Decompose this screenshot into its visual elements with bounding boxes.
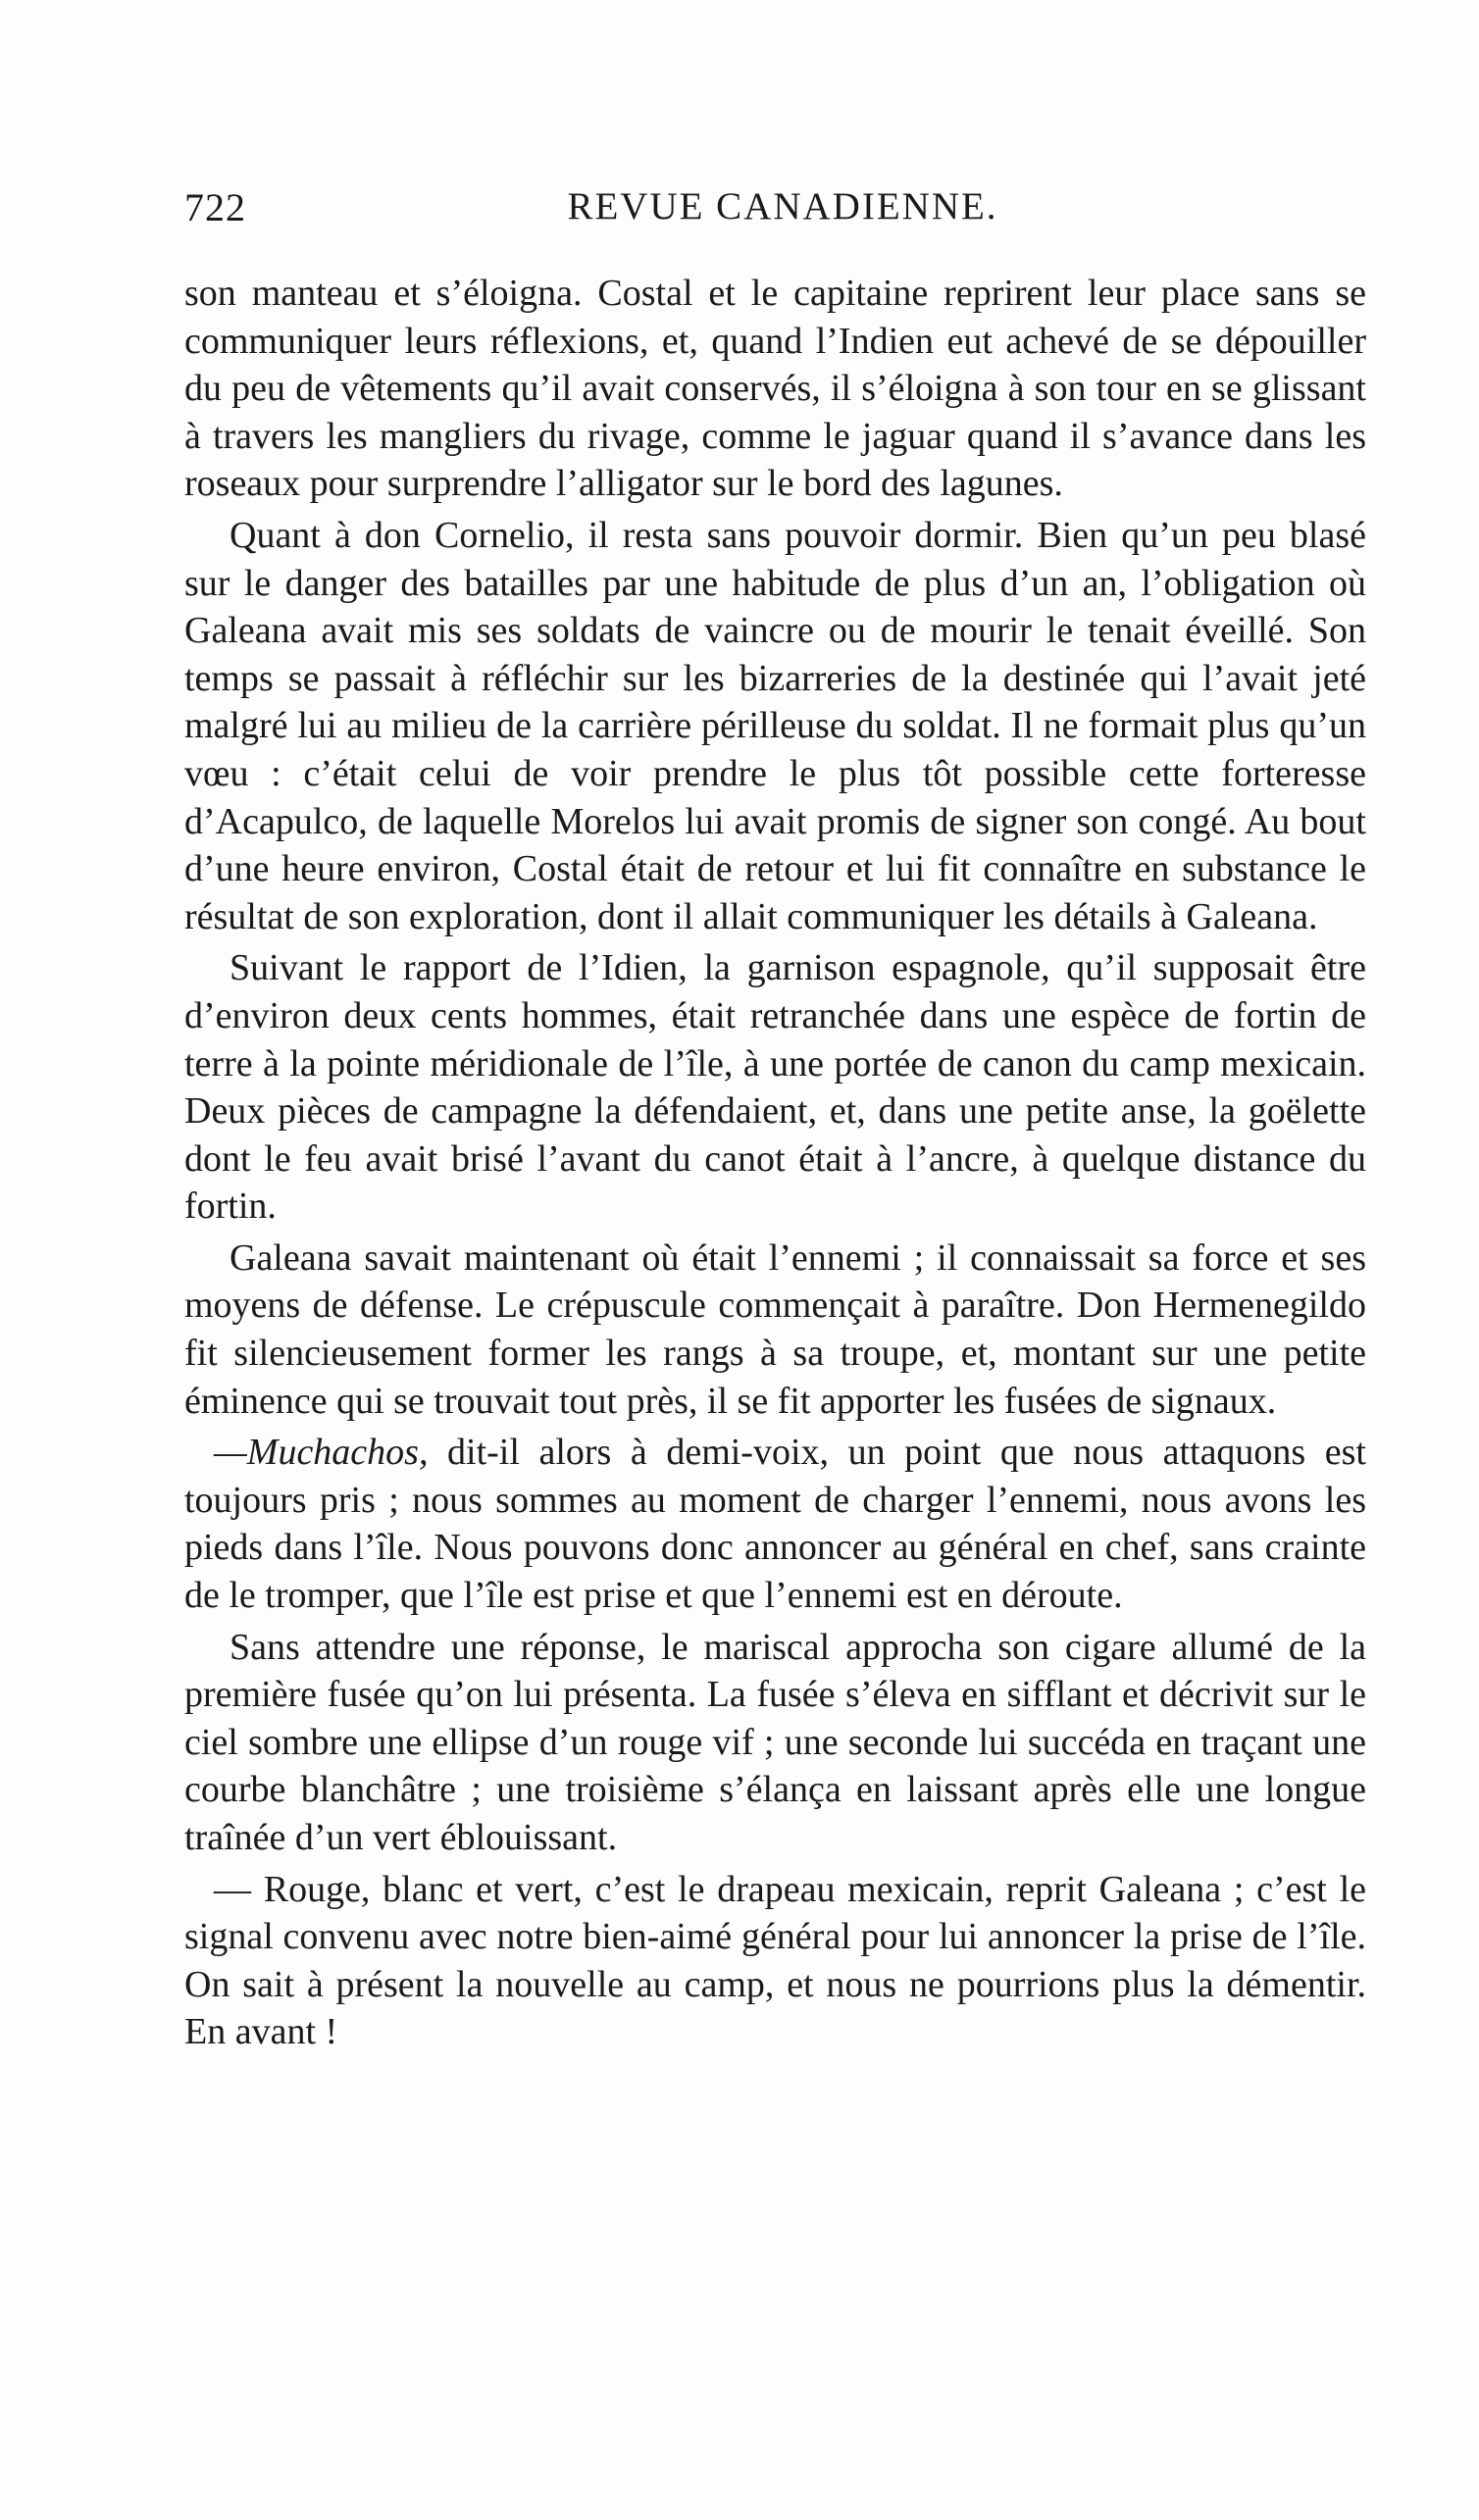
paragraph-6: Sans attendre une réponse, le mariscal approcha son cigare allumé de la première fusée qu’on lui présenta. La fusée s’éleva en sifflant et décrivit sur le ciel sombre une ellipse d’un rouge vif ; une seconde lui succéda en traçant une courbe blanchâtre ; une troisième s’élança en laissant après elle une longue traînée d’un vert éblouissant. — [184, 1626, 1366, 1858]
running-title: REVUE CANADIENNE. — [567, 185, 998, 227]
paragraph-7: — Rouge, blanc et vert, c’est le drapeau mexicain, reprit Galeana ; c’est le signal convenu avec notre bien-aimé général pour lui annoncer la prise de l’île. On sait à présent la nouvelle au camp, et nous ne pourrions plus la démentir. En avant ! — [184, 1868, 1366, 2053]
page-header — [184, 184, 1381, 235]
paragraph-5-text: dit-il alors à demi-voix, un point que nous attaquons est toujours pris ; nous sommes au moment de charger l’ennemi, nous avons les pieds dans l’île. Nous pouvons donc annoncer au général en chef, sans crainte de le tromper, que l’île est prise et que l’ennemi est en déroute. — [184, 1432, 1366, 1617]
paragraph-5 — [184, 1429, 1366, 1619]
paragraph-3: Suivant le rapport de l’Idien, la garnison espagnole, qu’il supposait être d’environ deux cents hommes, était retranchée dans une espèce de fortin de terre à la pointe méridionale de l’île, à une portée de canon du camp mexicain. Deux pièces de campagne la défendaient, et, dans une petite anse, la goëlette dont le feu avait brisé l’avant du canot était à l’ancre, à quelque distance du fortin. — [184, 947, 1366, 1228]
paragraph-1: son manteau et s’éloigna. Costal et le capitaine reprirent leur place sans se communiquer leurs réflexions, et, quand l’Indien eut achevé de se dépouiller du peu de vêtements qu’il avait conservés, il s’éloigna à son tour en se glissant à travers les mangliers du rivage, comme le jaguar quand il s’avance dans les roseaux pour surprendre l’alligator sur le bord des lagunes. — [184, 273, 1366, 505]
page-number: 722 — [184, 185, 246, 229]
paragraph-4: Galeana savait maintenant où était l’ennemi ; il connaissait sa force et ses moyens de défense. Le crépuscule commençait à paraître. Don Hermenegildo fit silencieusement former les rangs à sa troupe, et, montant sur une petite éminence qui se trouvait tout près, il se fit apporter les fusées de signaux. — [184, 1236, 1366, 1422]
dialogue-lead: —Muchachos, — [214, 1432, 429, 1474]
paragraph-2: Quant à don Cornelio, il resta sans pouvoir dormir. Bien qu’un peu blasé sur le danger des batailles par une habitude de plus d’un an, l’obligation où Galeana avait mis ses soldats de vaincre ou de mourir le tenait éveillé. Son temps se passait à réfléchir sur les bizarreries de la destinée qui l’avait jeté malgré lui au milieu de la carrière périlleuse du soldat. Il ne formait plus qu’un vœu : c’était celui de voir prendre le plus tôt possible cette forteresse d’Acapulco, de laquelle Morelos lui avait promis de signer son congé. Au bout d’une heure environ, Costal était de retour et lui fit connaître en substance le résultat de son exploration, dont il allait communiquer les détails à Galeana. — [184, 514, 1366, 937]
body-text — [184, 270, 1366, 2060]
